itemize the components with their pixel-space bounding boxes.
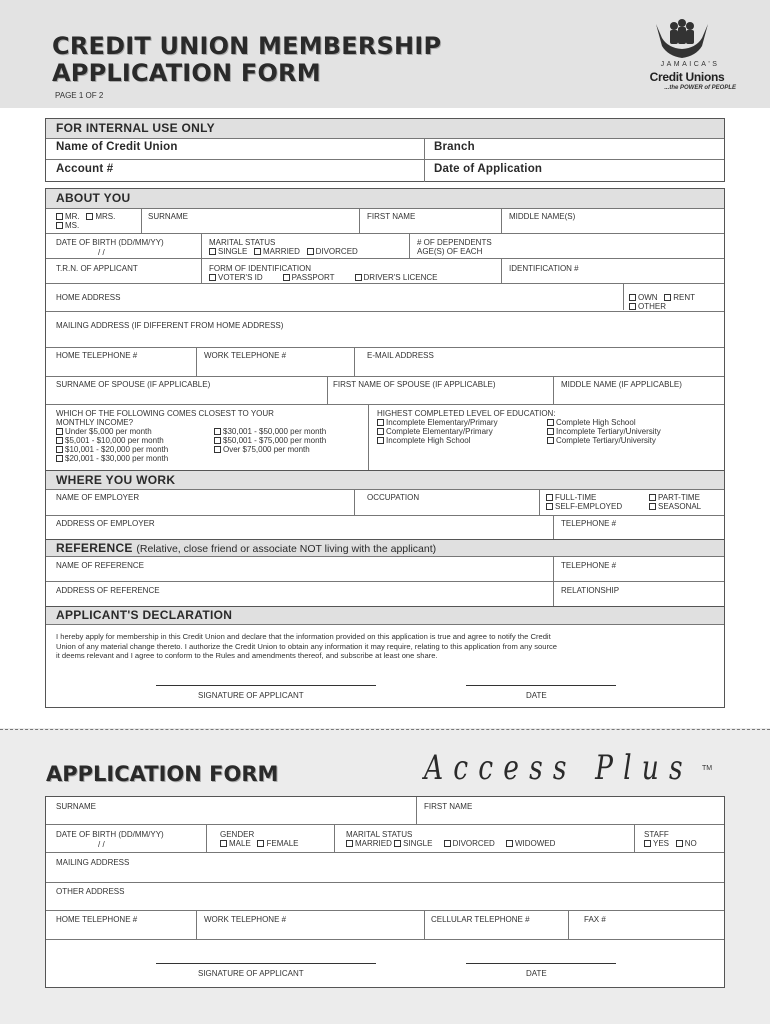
reference-section: [45, 539, 725, 607]
hands-people-icon: [652, 16, 712, 60]
access-cellular-telephone-field[interactable]: CELLULAR TELEPHONE #: [431, 915, 530, 924]
access-dob-field[interactable]: DATE OF BIRTH (DD/MM/YY): [56, 830, 164, 839]
access-single-checkbox[interactable]: [394, 840, 401, 847]
access-divorced-checkbox[interactable]: [444, 840, 451, 847]
female-checkbox[interactable]: [257, 840, 264, 847]
edu-complete-tertiary-checkbox[interactable]: [547, 437, 554, 444]
marital-status-label: MARITAL STATUS: [209, 238, 276, 247]
staff-yes-checkbox[interactable]: [644, 840, 651, 847]
access-widowed-checkbox[interactable]: [506, 840, 513, 847]
access-marital-label: MARITAL STATUS: [346, 830, 413, 839]
where-you-work-section: WHERE YOU WORK NAME OF EMPLOYER OCCUPATION FULL-TIME PART-TIME SELF-EMPLOYED SEASONAL ADDRESS OF EMPLOYER TELEPHONE #: [45, 470, 725, 540]
ms-checkbox[interactable]: [56, 222, 63, 229]
fulltime-checkbox[interactable]: [546, 494, 553, 501]
income-question: WHICH OF THE FOLLOWING COMES CLOSEST TO YOUR MONTHLY INCOME?: [56, 409, 274, 427]
reference-address-field[interactable]: ADDRESS OF REFERENCE: [56, 586, 160, 595]
income-10001-20000-checkbox[interactable]: [56, 446, 63, 453]
access-married-checkbox[interactable]: [346, 840, 353, 847]
drivers-licence-checkbox[interactable]: [355, 274, 362, 281]
access-work-telephone-field[interactable]: WORK TELEPHONE #: [204, 915, 287, 924]
work-telephone-field[interactable]: WORK TELEPHONE #: [204, 351, 287, 360]
access-home-telephone-field[interactable]: HOME TELEPHONE #: [56, 915, 138, 924]
voters-id-checkbox[interactable]: [209, 274, 216, 281]
access-date-line[interactable]: [466, 963, 616, 964]
income-under-5000-checkbox[interactable]: [56, 428, 63, 435]
access-dob-slashes: / /: [98, 840, 105, 849]
surname-field[interactable]: SURNAME: [148, 212, 189, 221]
date-line[interactable]: [466, 685, 616, 686]
access-plus-form: SURNAME FIRST NAME DATE OF BIRTH (DD/MM/YY) / / GENDER MALE FEMALE MARITAL STATUS MARRIED SINGLE DIVORCED WIDOWED STAFF YES NO MAILING ADDRESS OTHER ADDRESS HOME TELEPHONE # WORK TELEPHONE # CELLULAR TELEPHONE # FAX # SIGNATURE OF APPLICANT DATE: [45, 796, 725, 988]
access-fax-field[interactable]: FAX #: [584, 915, 606, 924]
dependents-field[interactable]: # OF DEPENDENTS: [417, 238, 492, 247]
own-checkbox[interactable]: [629, 294, 636, 301]
declaration-section: [45, 606, 725, 708]
spouse-surname-field[interactable]: SURNAME OF SPOUSE (IF APPLICABLE): [56, 380, 211, 389]
mrs-checkbox[interactable]: [86, 213, 93, 220]
form-of-id-label: FORM OF IDENTIFICATION: [209, 264, 312, 273]
rent-checkbox[interactable]: [664, 294, 671, 301]
income-30001-50000-checkbox[interactable]: [214, 428, 221, 435]
access-mailing-address-field[interactable]: MAILING ADDRESS: [56, 858, 130, 867]
date-of-application-field[interactable]: Date of Application: [434, 163, 543, 175]
name-of-credit-union-field[interactable]: Name of Credit Union: [56, 141, 178, 153]
edu-complete-high-school-checkbox[interactable]: [547, 419, 554, 426]
branch-field[interactable]: Branch: [434, 141, 475, 153]
employer-address-field[interactable]: ADDRESS OF EMPLOYER: [56, 519, 155, 528]
logo-credit-unions: Credit Unions: [649, 70, 725, 84]
trn-field[interactable]: T.R.N. OF APPLICANT: [56, 264, 138, 273]
signature-line[interactable]: [156, 685, 376, 686]
mailing-address-field[interactable]: MAILING ADDRESS (IF DIFFERENT FROM HOME ADDRESS): [56, 321, 284, 330]
spouse-middle-name-field[interactable]: MIDDLE NAME (IF APPLICABLE): [561, 380, 682, 389]
other-checkbox[interactable]: [629, 303, 636, 310]
ages-field[interactable]: AGE(S) OF EACH: [417, 247, 483, 256]
staff-no-checkbox[interactable]: [676, 840, 683, 847]
home-telephone-field[interactable]: HOME TELEPHONE #: [56, 351, 138, 360]
edu-complete-primary-checkbox[interactable]: [377, 428, 384, 435]
access-first-name-field[interactable]: FIRST NAME: [424, 802, 473, 811]
form-header: [0, 0, 770, 108]
mr-checkbox[interactable]: [56, 213, 63, 220]
relationship-field[interactable]: RELATIONSHIP: [561, 586, 620, 595]
male-checkbox[interactable]: [220, 840, 227, 847]
identification-number-field[interactable]: IDENTIFICATION #: [509, 264, 579, 273]
married-checkbox[interactable]: [254, 248, 261, 255]
self-employed-checkbox[interactable]: [546, 503, 553, 510]
divorced-checkbox[interactable]: [307, 248, 314, 255]
access-signature-label: SIGNATURE OF APPLICANT: [198, 969, 304, 978]
logo-tagline: ...the POWER of PEOPLE: [664, 85, 736, 91]
access-other-address-field[interactable]: OTHER ADDRESS: [56, 887, 125, 896]
edu-incomplete-primary-checkbox[interactable]: [377, 419, 384, 426]
access-plus-brand: Access Plus: [424, 748, 693, 788]
account-field[interactable]: Account #: [56, 163, 114, 175]
education-question: HIGHEST COMPLETED LEVEL OF EDUCATION:: [377, 409, 556, 418]
about-you-section: ABOUT YOU MR. MRS. MS. SURNAME FIRST NAME MIDDLE NAME(S) DATE OF BIRTH (DD/MM/YY) / / MARITAL STATUS SINGLE MARRIED DIVORCED # OF DEPENDENTS AGE(S) OF EACH T.R.N. OF APPLICANT FORM OF IDENTIFICATION VOTER'S ID PASSPORT DRIVER'S LICENCE IDENTIFICATION # HOME ADDRESS OWN RENT OTHER MAILING ADDRESS (IF DIFFERENT FROM HOME ADDRESS) HOME TELEPHONE # WORK TELEPHONE # E-MAIL ADDRESS SURNAME OF SPOUSE (IF APPLICABLE) FIRST NAME OF SPOUSE (IF APPLICABLE) MIDDLE NAME (IF APPLICABLE) WHICH OF THE FOLLOWING COMES CLOSEST TO YOUR MONTHLY INCOME? Under $5,000 per month $5,001 - $10,000 per month $10,001 - $20,000 per month $20,001 - $30,000 per month $30,001 - $50,000 per month $50,001 - $75,000 per month Over $75,000 per month HIGHEST COMPLETED LEVEL OF EDUCATION: Incomplete Elementary/Primary Complete Elementary/Primary Incomplete High School Complete High School Incomplete Tertiary/University Complete Tertiary/University: [45, 188, 725, 471]
access-signature-line[interactable]: [156, 963, 376, 964]
about-heading: ABOUT YOU: [46, 189, 724, 208]
internal-use-section: [45, 118, 725, 182]
access-form-title: APPLICATION FORM: [46, 762, 279, 786]
trademark: TM: [702, 765, 713, 772]
form-title: CREDIT UNION MEMBERSHIP APPLICATION FORM: [52, 32, 442, 87]
date-label: DATE: [526, 691, 547, 700]
staff-label: STAFF: [644, 830, 669, 839]
edu-incomplete-tertiary-checkbox[interactable]: [547, 428, 554, 435]
internal-heading: FOR INTERNAL USE ONLY: [46, 119, 724, 138]
dob-field[interactable]: DATE OF BIRTH (DD/MM/YY): [56, 238, 164, 247]
reference-heading: REFERENCE (Relative, close friend or associate NOT living with the applicant): [46, 540, 724, 556]
parttime-checkbox[interactable]: [649, 494, 656, 501]
home-address-field[interactable]: HOME ADDRESS: [56, 293, 121, 302]
reference-telephone-field[interactable]: TELEPHONE #: [561, 561, 617, 570]
single-checkbox[interactable]: [209, 248, 216, 255]
access-surname-field[interactable]: SURNAME: [56, 802, 97, 811]
work-heading: WHERE YOU WORK: [46, 471, 724, 489]
income-20001-30000-checkbox[interactable]: [56, 455, 63, 462]
middle-names-field[interactable]: MIDDLE NAME(S): [509, 212, 576, 221]
signature-label: SIGNATURE OF APPLICANT: [198, 691, 304, 700]
reference-name-field[interactable]: NAME OF REFERENCE: [56, 561, 145, 570]
passport-checkbox[interactable]: [283, 274, 290, 281]
seasonal-checkbox[interactable]: [649, 503, 656, 510]
email-address-field[interactable]: E-MAIL ADDRESS: [367, 351, 434, 360]
edu-incomplete-high-school-checkbox[interactable]: [377, 437, 384, 444]
occupation-field[interactable]: OCCUPATION: [367, 493, 420, 502]
income-over-75000-checkbox[interactable]: [214, 446, 221, 453]
employer-name-field[interactable]: NAME OF EMPLOYER: [56, 493, 140, 502]
dob-slashes: / /: [98, 248, 105, 257]
income-50001-75000-checkbox[interactable]: [214, 437, 221, 444]
employer-telephone-field[interactable]: TELEPHONE #: [561, 519, 617, 528]
declaration-text: I hereby apply for membership in this Credit Union and declare that the information provided on this application is true and agree to notify the Credit Union of any material change thereto. I authorize the Credit Union to obtain any information it may require, relating to this application from any source it deems relevant and I agree to conform to the Rules and amendments thereof, and subscribe at least one share.: [56, 632, 558, 661]
credit-union-logo: [636, 16, 736, 96]
income-5001-10000-checkbox[interactable]: [56, 437, 63, 444]
first-name-field[interactable]: FIRST NAME: [367, 212, 416, 221]
page-number: PAGE 1 OF 2: [55, 91, 104, 100]
gender-label: GENDER: [220, 830, 255, 839]
spouse-first-name-field[interactable]: FIRST NAME OF SPOUSE (IF APPLICABLE): [333, 380, 496, 389]
logo-jamaicas: JAMAICA'S: [660, 61, 720, 68]
access-date-label: DATE: [526, 969, 547, 978]
declaration-heading: APPLICANT'S DECLARATION: [46, 607, 724, 624]
cut-line: [0, 729, 770, 730]
